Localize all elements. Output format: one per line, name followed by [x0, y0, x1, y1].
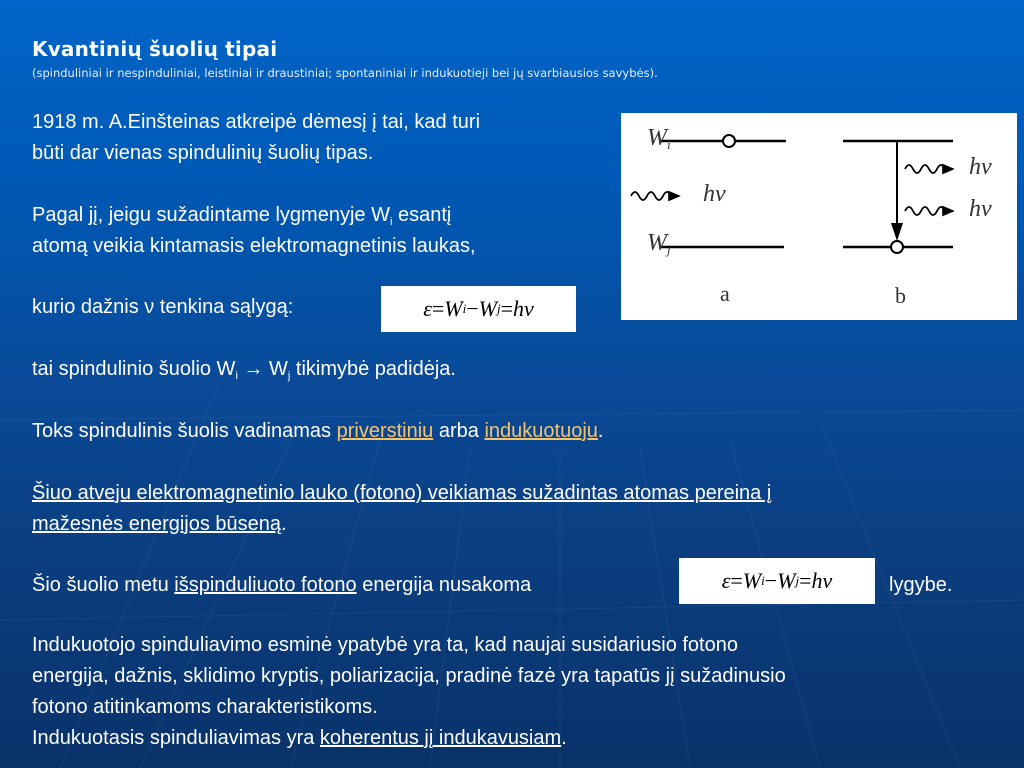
underlined-text: išspinduliuoto fotono	[174, 574, 357, 596]
equals: =	[431, 296, 445, 321]
text: Indukuotasis spinduliavimas yra	[32, 727, 320, 749]
photon-wave-icon	[905, 207, 953, 215]
paragraph-properties	[32, 630, 786, 754]
text: .	[597, 420, 604, 442]
diagram-graphic	[621, 113, 1017, 320]
underlined-text: koherentus jį indukavusiam	[319, 727, 562, 749]
underlined-text: Šiuo atveju elektromagnetinio lauko (fotono) veikiamas sužadintas atomas pereina į	[32, 482, 772, 504]
equals: =	[500, 296, 514, 321]
paragraph-transition	[32, 478, 771, 540]
subscript: j	[287, 370, 291, 382]
slide-subtitle: (spinduliniai ir nespinduliniai, leistiniai ir draustiniai; spontaniniai ir indukuotieji bei jų svarbiausios savybės).	[32, 66, 658, 80]
link-priverstiniu[interactable]: priverstiniu	[336, 420, 434, 442]
photon-label-b2: hν	[969, 196, 992, 222]
subscript: i	[667, 137, 671, 152]
equals: =	[799, 568, 812, 593]
text: arba	[433, 420, 485, 442]
epsilon: ε	[721, 568, 731, 593]
paragraph-condition: kurio dažnis ν tenkina sąlygą:	[32, 296, 294, 318]
W: W	[777, 568, 796, 593]
subscript: i	[389, 216, 393, 228]
text-line	[32, 723, 786, 754]
minus: −	[466, 296, 479, 321]
paragraph-field	[32, 200, 476, 262]
W: W	[742, 568, 762, 593]
text-line	[32, 200, 476, 231]
text: .	[561, 727, 567, 749]
text-line: fotono atitinkamoms charakteristikoms.	[32, 696, 378, 718]
photon-label-a: hν	[703, 181, 726, 207]
slide-title: Kvantinių šuolių tipai	[32, 37, 278, 61]
paragraph-einstein	[32, 107, 480, 169]
text: .	[281, 513, 287, 535]
text: tai spindulinio šuolio W	[32, 358, 236, 380]
paragraph-naming	[32, 416, 603, 447]
text: Pagal jį, jeigu sužadintame lygmenyje W	[32, 204, 390, 226]
text: esantį	[392, 204, 452, 226]
subscript: j	[667, 242, 671, 257]
panel-label-b: b	[895, 283, 906, 308]
text-line: energija, dažnis, sklidimo kryptis, poliarizacija, pradinė fazė yra tapatūs jį sužadinusio	[32, 665, 786, 687]
paragraph-probability	[32, 354, 456, 385]
text-line	[32, 509, 771, 540]
energy-level-diagram	[621, 113, 1017, 320]
label-wi	[647, 125, 671, 152]
photon-label-b1: hν	[969, 154, 992, 180]
text-line: 1918 m. A.Einšteinas atkreipė dėmesį į tai, kad turi	[32, 111, 481, 133]
minus: −	[764, 568, 778, 593]
electron-icon	[723, 135, 735, 147]
link-indukuotuoju[interactable]: indukuotuoju	[484, 420, 598, 442]
text: tikimybė padidėja.	[290, 358, 456, 380]
W: W	[478, 296, 497, 321]
arrow-head-icon	[891, 223, 903, 241]
W: W	[647, 125, 667, 151]
equals: =	[730, 568, 743, 593]
W: W	[647, 230, 667, 256]
text-line: būti dar vienas spindulinių šuolių tipas.	[32, 142, 374, 164]
text: Toks spindulinis šuolis vadinamas	[32, 420, 337, 442]
label-wj	[647, 230, 671, 257]
h-nu: hν	[811, 568, 833, 593]
text: Šio šuolio metu	[32, 574, 175, 596]
arrow-text: → W	[237, 358, 288, 380]
subscript: i	[235, 370, 238, 382]
paragraph-energy	[32, 570, 531, 601]
underlined-text: mažesnės energijos būseną	[32, 513, 282, 535]
h-nu: hν	[513, 296, 534, 321]
text-line: atomą veikia kintamasis elektromagnetinis laukas,	[32, 235, 476, 257]
photon-wave-icon	[905, 165, 953, 173]
formula-box: ε = W i − W j = hν	[381, 286, 576, 332]
photon-wave-icon	[631, 192, 679, 200]
epsilon: ε	[423, 296, 432, 321]
formula-box-2: ε = W i − W j = hν	[679, 558, 875, 604]
panel-label-a: a	[720, 281, 730, 306]
text: energija nusakoma	[356, 574, 532, 596]
W: W	[444, 296, 463, 321]
text-line: Indukuotojo spinduliavimo esminė ypatybė yra ta, kad naujai susidariusio fotono	[32, 634, 738, 656]
text-lygybe: lygybe.	[889, 574, 953, 596]
electron-icon	[891, 241, 903, 253]
